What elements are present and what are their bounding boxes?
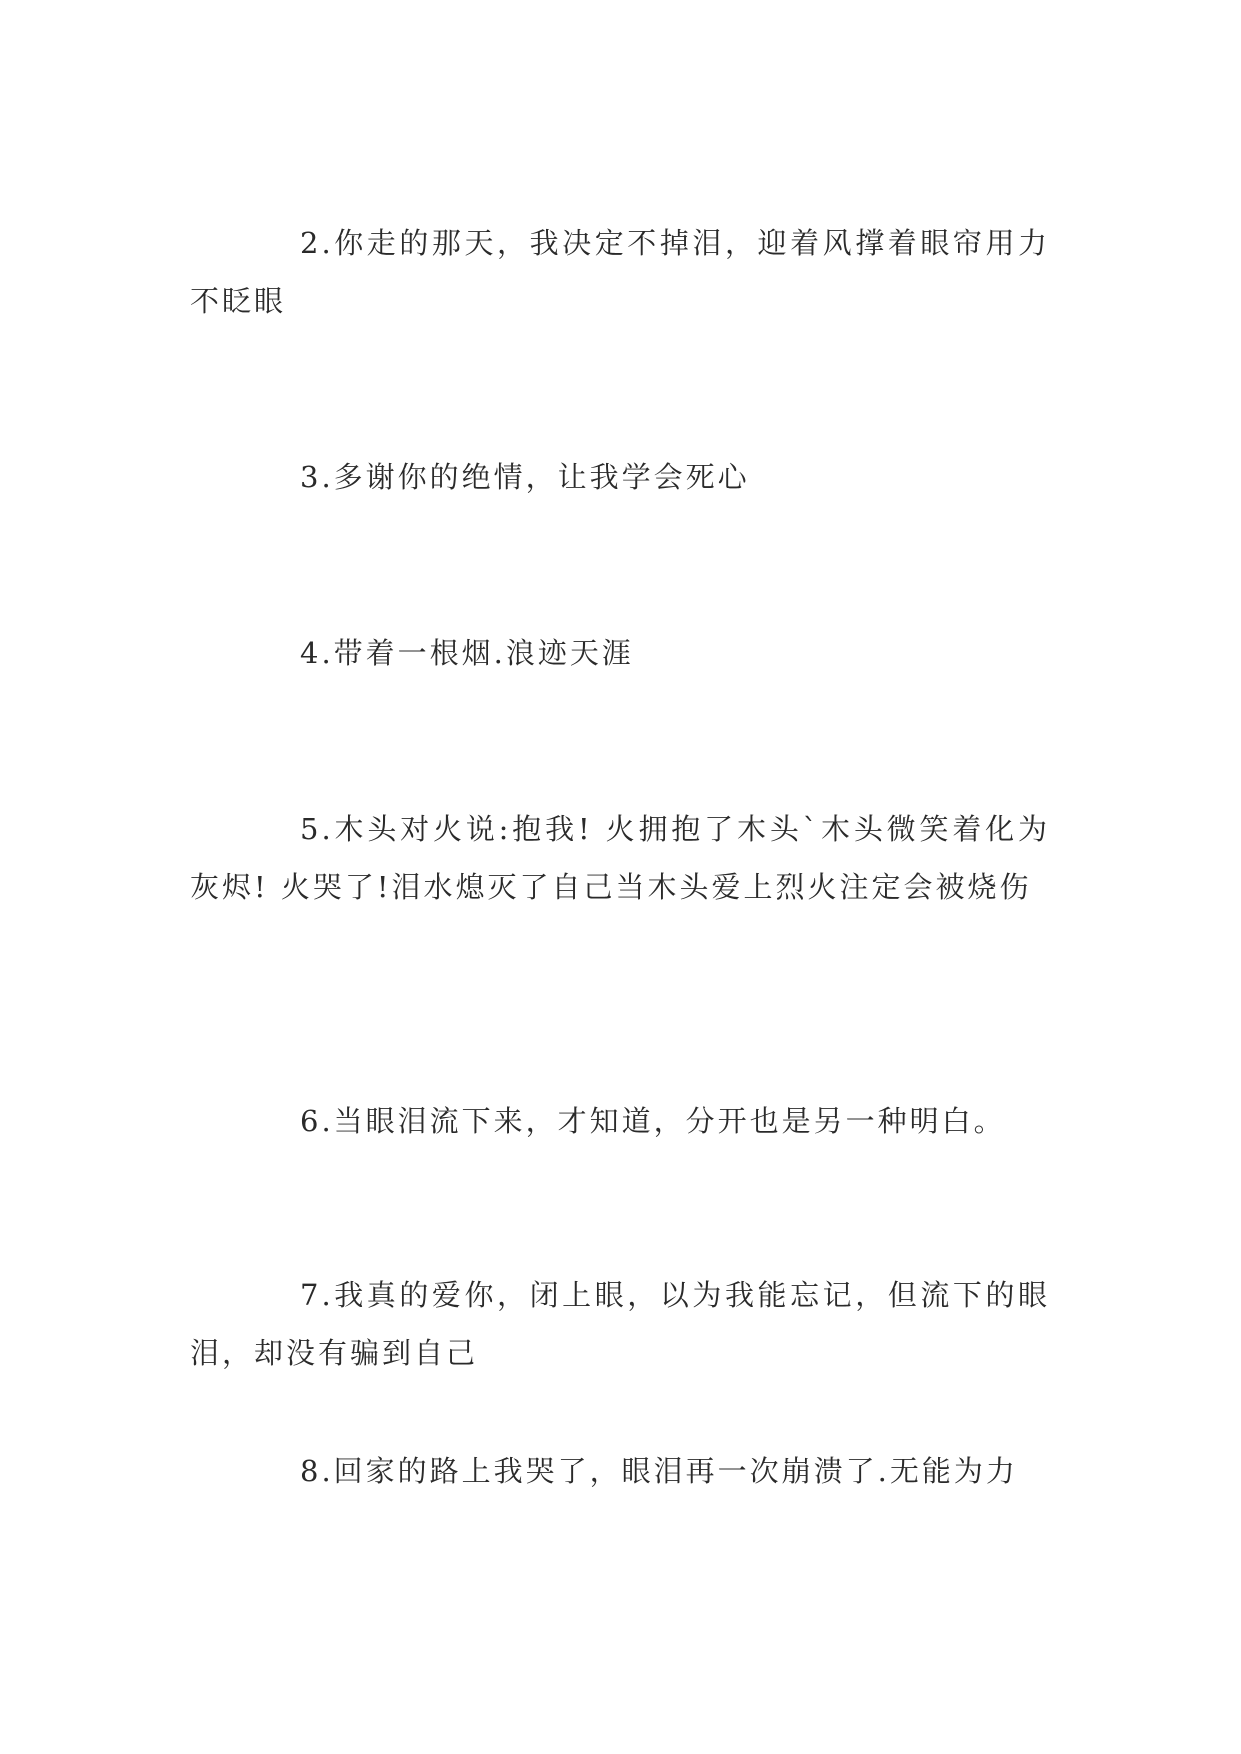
paragraph-3: 3.多谢你的绝情，让我学会死心 [300, 460, 750, 494]
paragraph-5: 5.木头对火说:抱我! 火拥抱了木头`木头微笑着化为灰烬! 火哭了!泪水熄灭了自己当木头爱上烈火注定会被烧伤 [190, 812, 1050, 904]
paragraph-8: 8.回家的路上我哭了，眼泪再一次崩溃了.无能为力 [300, 1454, 1018, 1488]
paragraph-2: 2.你走的那天，我决定不掉泪，迎着风撑着眼帘用力不眨眼 [190, 226, 1050, 318]
paragraph-7: 7.我真的爱你，闭上眼，以为我能忘记，但流下的眼泪，却没有骗到自己 [190, 1278, 1050, 1370]
paragraph-6: 6.当眼泪流下来，才知道，分开也是另一种明白。 [300, 1104, 1006, 1138]
paragraph-4: 4.带着一根烟.浪迹天涯 [300, 636, 634, 670]
